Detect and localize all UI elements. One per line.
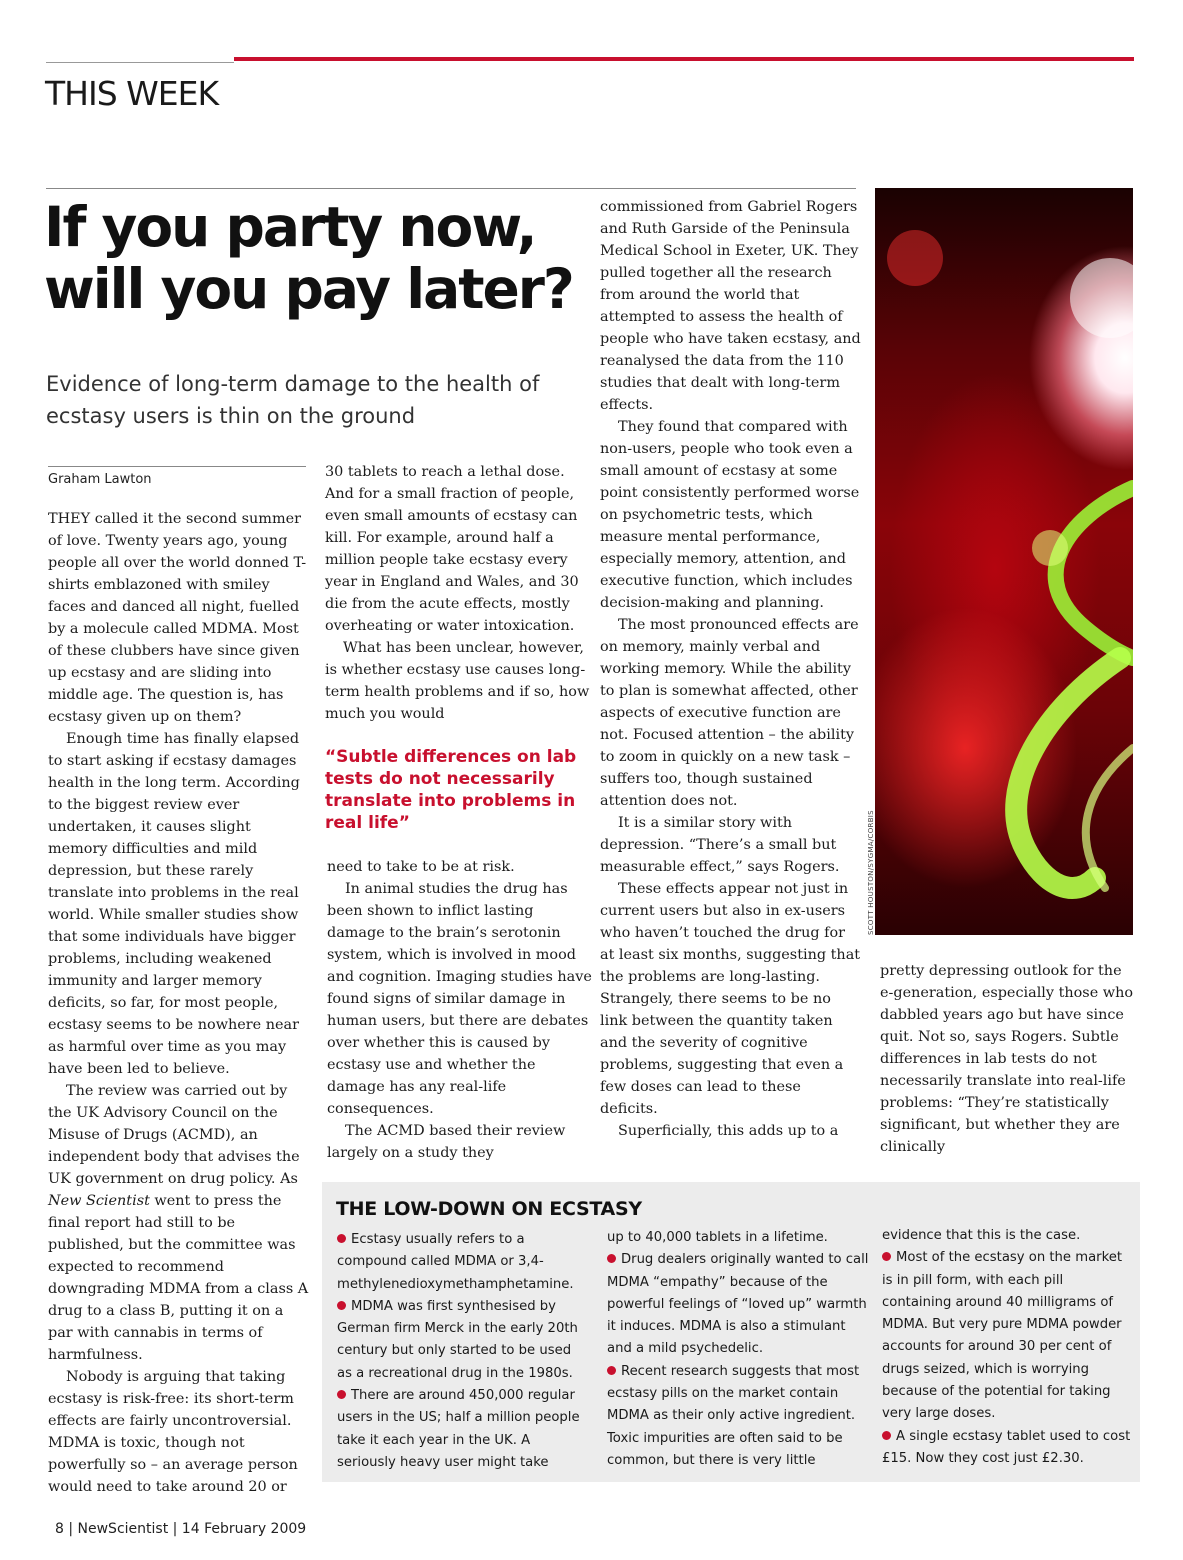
sidebar-column-1: [337, 1229, 587, 1474]
paragraph: What has been unclear, however, is whether ecstasy use causes long-term health problems and if so, how much you would: [325, 640, 590, 722]
paragraph: Superficially, this adds up to a: [618, 1123, 839, 1139]
page-folio: 8 | NewScientist | 14 February 2009: [55, 1521, 307, 1537]
sidebar-item: [337, 1296, 587, 1385]
sidebar-item-text: There are around 450,000 regular users in the US; half a million people take it each year in the UK. A seriously heavy user might take: [337, 1388, 580, 1470]
paragraph: These effects appear not just in current users but also in ex-users who haven’t touched the drug for at least six months, suggesting that the problems are long-lasting. Strangely, there seems to be no link between the quantity taken and the severity of cognitive problems, suggesting that even a few doses can lead to these deficits.: [600, 881, 861, 1117]
bullet-icon: [337, 1390, 346, 1399]
paragraph: The review was carried out by the UK Advisory Council on the Misuse of Drugs (ACMD), an independent body that advises the UK government on drug policy. As New Scientist went to press the final report had still to be published, but the committee was expected to recommend downgrading MDMA from a class A drug to a class B, putting it on a par with cannabis in terms of harmfulness.: [48, 1083, 309, 1363]
photo-credit: SCOTT HOUSTON/SYGMA/CORBIS: [867, 810, 875, 935]
byline: Graham Lawton: [48, 472, 152, 487]
paragraph: pretty depressing outlook for the e-generation, especially those who dabbled years ago but have since quit. Not so, says Rogers. Subtle differences in lab tests do not necessarily translate into real-life problems: “They’re statistically significant, but whether they are clinically: [880, 963, 1134, 1155]
sidebar-item: [882, 1426, 1132, 1471]
sidebar-title: THE LOW-DOWN ON ECSTASY: [336, 1198, 642, 1220]
sidebar-item-text: Ecstasy usually refers to a compound called MDMA or 3,4-methylenedioxymethamphetamine.: [337, 1232, 574, 1292]
headline: If you party now, will you pay later?: [44, 195, 573, 321]
body-column-2-bottom: [327, 856, 592, 1164]
sidebar-item-text: Recent research suggests that most ecstasy pills on the market contain MDMA as their only active ingredient. Toxic impurities are often said to be common, but there is very little: [607, 1363, 860, 1468]
paragraph: The ACMD based their review largely on a study they: [327, 1123, 566, 1161]
sidebar-column-2: [607, 1227, 872, 1472]
body-column-1: [48, 508, 312, 1498]
body-column-3: [600, 196, 862, 1142]
paragraph: The most pronounced effects are on memory, mainly verbal and working memory. While the ability to plan is somewhat affected, other aspects of executive function are not. Focused attention – the ability to zoom in quickly on a new task – suffers too, though sustained attention does not.: [600, 617, 859, 809]
bullet-icon: [337, 1301, 346, 1310]
sidebar-item: [337, 1385, 587, 1474]
body-column-2-top: [325, 461, 590, 725]
paragraph: Enough time has finally elapsed to start asking if ecstasy damages health in the long term. According to the biggest review ever undertaken, it causes slight memory difficulties and mild depression, but these rarely translate into problems in the real world. While smaller studies show that some individuals have bigger problems, including weakened immunity and larger memory deficits, so far, for most people, ecstasy seems to be nowhere near as harmful over time as you may have been led to believe.: [48, 731, 300, 1077]
paragraph: need to take to be at risk.: [327, 859, 515, 875]
article-photo: [875, 188, 1133, 935]
sidebar-item-text: Drug dealers originally wanted to call MDMA “empathy” because of the powerful feelings of “loved up” warmth it induces. MDMA is also a stimulant and a mild psychedelic.: [607, 1252, 869, 1357]
photo-light-streaks: [875, 188, 1133, 935]
section-label: THIS WEEK: [45, 74, 219, 113]
bullet-icon: [607, 1254, 616, 1263]
byline-rule: [48, 466, 306, 467]
body-column-4: [880, 960, 1135, 1158]
section-accent-rule: [234, 57, 1134, 61]
bullet-icon: [882, 1431, 891, 1440]
paragraph: In animal studies the drug has been shown to inflict lasting damage to the brain’s serotonin system, which is involved in mood and cognition. Imaging studies have found signs of similar damage in human users, but there are debates over whether this is caused by ecstasy use and whether the damage has any real-life consequences.: [327, 881, 592, 1117]
sidebar-item-text: MDMA was first synthesised by German firm Merck in the early 20th century but only started to be used as a recreational drug in the 1980s.: [337, 1298, 578, 1381]
sidebar-item-text: A single ecstasy tablet used to cost £15. Now they cost just £2.30.: [882, 1428, 1131, 1466]
bullet-icon: [337, 1234, 346, 1243]
paragraph-text: The review was carried out by the UK Advisory Council on the Misuse of Drugs (ACMD), an independent body that advises the UK government on drug policy.: [48, 1083, 300, 1187]
bullet-icon: [882, 1252, 891, 1261]
sidebar-item-text: Most of the ecstasy on the market is in pill form, with each pill containing around 40 milligrams of MDMA. But very pure MDMA powder accounts for around 30 per cent of drugs seized, which is worrying because of the potential for taking very large doses.: [882, 1250, 1123, 1422]
paragraph: It is a similar story with depression. “There’s a small but measurable effect,” says Rogers.: [600, 815, 840, 875]
sidebar-item: [882, 1247, 1132, 1425]
sidebar-item: [337, 1229, 587, 1296]
paragraph: Nobody is arguing that taking ecstasy is risk-free: its short-term effects are fairly uncontroversial. MDMA is toxic, though not powerfully so – an average person would need to take around 20 or: [48, 1369, 298, 1495]
paragraph-text: went to press the final report had still to be published, but the committee was expected to recommend downgrading MDMA from a class A drug to a class B, putting it on a par with cannabis in terms of harmfulness.: [48, 1193, 309, 1363]
bullet-icon: [607, 1366, 616, 1375]
pull-quote: “Subtle differences on lab tests do not necessarily translate into problems in real life”: [325, 747, 577, 833]
sidebar-item: [607, 1361, 872, 1472]
sidebar-item-continued: up to 40,000 tablets in a lifetime.: [607, 1230, 828, 1245]
magazine-name: New Scientist: [48, 1193, 150, 1209]
sidebar-column-3: [882, 1225, 1132, 1470]
paragraph: They found that compared with non-users, people who took even a small amount of ecstasy at some point consistently performed worse on psychometric tests, which measure mental performance, especially memory, attention, and executive function, which includes decision-making and planning.: [600, 419, 860, 611]
headline-rule: [46, 188, 856, 189]
standfirst: Evidence of long-term damage to the health of ecstasy users is thin on the ground: [46, 372, 540, 428]
paragraph: 30 tablets to reach a lethal dose. And for a small fraction of people, even small amounts of ecstasy can kill. For example, around half a million people take ecstasy every year in England and Wales, and 30 die from the acute effects, mostly overheating or water intoxication.: [325, 464, 579, 634]
sidebar-item-continued: evidence that this is the case.: [882, 1228, 1081, 1243]
paragraph: THEY called it the second summer of love. Twenty years ago, young people all over the world donned T-shirts emblazoned with smiley faces and danced all night, fuelled by a molecule called MDMA. Most of these clubbers have since given up ecstasy and are sliding into middle age. The question is, has ecstasy given up on them?: [48, 511, 307, 725]
sidebar-item: [607, 1249, 872, 1360]
paragraph: commissioned from Gabriel Rogers and Ruth Garside of the Peninsula Medical School in Exeter, UK. They pulled together all the research from around the world that attempted to assess the health of people who have taken ecstasy, and reanalysed the data from the 110 studies that dealt with long-term effects.: [600, 199, 861, 413]
section-rule: [46, 62, 234, 63]
